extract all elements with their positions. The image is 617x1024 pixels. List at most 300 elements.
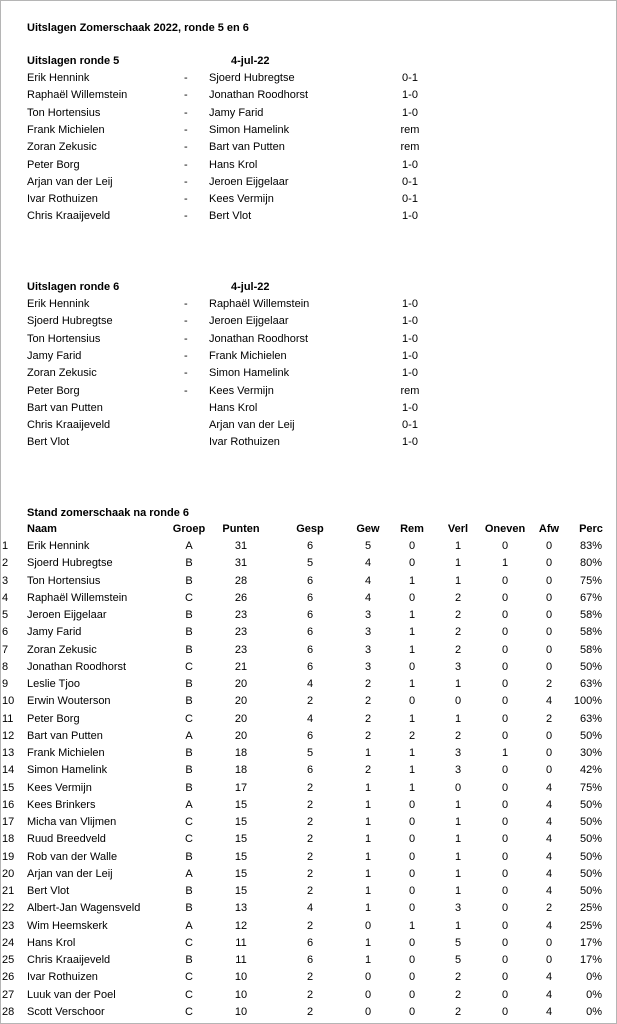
game-result: 1-0 — [402, 436, 418, 449]
player-name: Simon Hamelink — [27, 764, 108, 777]
game-result: 1-0 — [402, 367, 418, 380]
col-header-naam: Naam — [27, 523, 57, 535]
group: A — [185, 540, 193, 552]
losses: 0 — [454, 695, 462, 708]
group: B — [185, 781, 193, 794]
points: 31 — [234, 557, 248, 570]
separator: - — [184, 123, 188, 136]
col-header-afw: Afw — [538, 523, 560, 535]
rank: 14 — [2, 764, 15, 777]
table-row — [0, 866, 617, 883]
standings-heading: Stand zomerschaak na ronde 6 — [27, 507, 189, 519]
group: C — [185, 936, 193, 949]
percentage: 50% — [579, 850, 602, 863]
odd-byes: 0 — [501, 695, 509, 708]
games-played: 2 — [306, 850, 314, 863]
losses: 1 — [454, 833, 462, 846]
games-played: 5 — [306, 747, 314, 759]
table-row — [0, 711, 617, 728]
group: B — [185, 678, 193, 690]
rank: 12 — [2, 729, 15, 742]
draws: 1 — [408, 747, 416, 759]
group: B — [185, 885, 193, 897]
absent: 0 — [545, 954, 553, 966]
draws: 1 — [408, 626, 416, 639]
rank: 28 — [2, 1005, 15, 1018]
absent: 4 — [545, 798, 553, 811]
absent: 4 — [545, 867, 553, 880]
white-player: Chris Kraaijeveld — [27, 419, 111, 432]
group: B — [185, 643, 193, 656]
wins: 1 — [364, 902, 372, 915]
player-name: Ruud Breedveld — [27, 833, 106, 846]
player-name: Luuk van der Poel — [27, 988, 116, 1001]
wins: 2 — [364, 764, 372, 777]
losses: 2 — [454, 729, 462, 742]
draws: 0 — [408, 850, 416, 863]
percentage: 83% — [579, 540, 602, 552]
points: 10 — [234, 971, 248, 984]
absent: 0 — [545, 643, 553, 656]
draws: 0 — [408, 954, 416, 966]
draws: 0 — [408, 591, 416, 604]
round6-date: 4-jul-22 — [231, 281, 270, 293]
losses: 2 — [454, 988, 462, 1001]
losses: 1 — [454, 867, 462, 880]
points: 17 — [234, 781, 248, 794]
col-header-groep: Groep — [172, 523, 206, 535]
draws: 0 — [408, 867, 416, 880]
absent: 4 — [545, 1005, 553, 1018]
losses: 3 — [454, 660, 462, 673]
group: B — [185, 850, 193, 863]
black-player: Simon Hamelink — [209, 123, 290, 136]
col-header-punten: Punten — [222, 523, 260, 535]
wins: 2 — [364, 695, 372, 708]
wins: 4 — [364, 557, 372, 570]
group: B — [185, 626, 193, 639]
points: 10 — [234, 988, 248, 1001]
percentage: 67% — [579, 591, 602, 604]
games-played: 5 — [306, 557, 314, 570]
odd-byes: 0 — [501, 816, 509, 828]
game-row — [0, 208, 617, 225]
losses: 3 — [454, 902, 462, 915]
white-player: Ivar Rothuizen — [27, 193, 98, 206]
wins: 5 — [364, 540, 372, 552]
wins: 1 — [364, 954, 372, 966]
separator: - — [184, 367, 188, 380]
group: C — [185, 591, 193, 604]
points: 11 — [235, 954, 247, 966]
percentage: 0% — [586, 971, 602, 984]
separator: - — [184, 175, 188, 188]
absent: 2 — [545, 678, 553, 690]
separator: - — [184, 298, 188, 310]
separator: - — [184, 158, 188, 171]
game-result: 0-1 — [402, 72, 418, 84]
table-row — [0, 538, 617, 555]
player-name: Jamy Farid — [27, 626, 82, 639]
white-player: Peter Borg — [27, 384, 80, 397]
rank: 9 — [2, 678, 9, 690]
group: A — [185, 798, 193, 811]
table-row — [0, 728, 617, 745]
points: 28 — [234, 574, 248, 587]
percentage: 50% — [579, 816, 602, 828]
separator: - — [184, 332, 188, 345]
rank: 2 — [2, 557, 9, 570]
group: B — [185, 557, 193, 570]
absent: 4 — [545, 695, 553, 708]
group: B — [185, 764, 193, 777]
absent: 0 — [545, 764, 553, 777]
odd-byes: 0 — [501, 902, 509, 915]
white-player: Arjan van der Leij — [27, 175, 113, 188]
player-name: Sjoerd Hubregtse — [27, 557, 113, 570]
table-row — [0, 590, 617, 607]
odd-byes: 0 — [501, 626, 509, 639]
points: 15 — [234, 885, 248, 897]
wins: 1 — [364, 885, 372, 897]
odd-byes: 0 — [501, 764, 509, 777]
game-result: 1-0 — [402, 210, 418, 223]
losses: 5 — [454, 936, 462, 949]
separator: - — [184, 384, 188, 397]
col-header-verl: Verl — [447, 523, 469, 535]
losses: 5 — [454, 954, 462, 966]
black-player: Hans Krol — [209, 158, 258, 171]
player-name: Kees Brinkers — [27, 798, 96, 811]
losses: 1 — [454, 712, 462, 725]
table-row — [0, 797, 617, 814]
round5-heading: Uitslagen ronde 5 — [27, 55, 120, 67]
odd-byes: 0 — [501, 660, 509, 673]
points: 15 — [234, 850, 248, 863]
games-played: 6 — [306, 764, 314, 777]
wins: 3 — [364, 626, 372, 639]
separator: - — [184, 315, 188, 328]
round6-heading: Uitslagen ronde 6 — [27, 281, 120, 293]
col-header-rem: Rem — [400, 523, 424, 535]
draws: 1 — [408, 643, 416, 656]
odd-byes: 0 — [501, 591, 509, 604]
draws: 0 — [408, 885, 416, 897]
absent: 0 — [545, 591, 553, 604]
game-result: 1-0 — [402, 332, 418, 345]
rank: 19 — [2, 850, 15, 863]
wins: 0 — [364, 971, 372, 984]
absent: 4 — [545, 988, 553, 1001]
table-row — [0, 762, 617, 779]
wins: 2 — [364, 729, 372, 742]
table-row — [0, 814, 617, 831]
losses: 0 — [454, 781, 462, 794]
group: C — [185, 816, 193, 828]
standings-header-row — [0, 521, 617, 538]
wins: 2 — [364, 678, 372, 690]
group: A — [185, 919, 193, 932]
player-name: Erik Hennink — [27, 540, 90, 552]
white-player: Bart van Putten — [27, 401, 103, 414]
group: B — [185, 747, 193, 759]
player-name: Bart van Putten — [27, 729, 103, 742]
odd-byes: 0 — [501, 540, 509, 552]
absent: 4 — [545, 885, 553, 897]
absent: 0 — [545, 557, 553, 570]
draws: 0 — [408, 971, 416, 984]
game-result: 0-1 — [402, 419, 418, 432]
percentage: 0% — [586, 988, 602, 1001]
absent: 4 — [545, 833, 553, 846]
losses: 1 — [454, 816, 462, 828]
percentage: 58% — [579, 626, 602, 639]
losses: 1 — [454, 574, 462, 587]
game-row — [0, 70, 617, 87]
odd-byes: 1 — [501, 557, 509, 570]
losses: 2 — [454, 609, 462, 621]
odd-byes: 0 — [501, 712, 509, 725]
black-player: Bart van Putten — [209, 141, 285, 154]
points: 31 — [234, 540, 248, 552]
game-row — [0, 331, 617, 348]
player-name: Scott Verschoor — [27, 1005, 105, 1018]
draws: 1 — [408, 919, 416, 932]
draws: 1 — [408, 781, 416, 794]
percentage: 80% — [579, 557, 602, 570]
player-name: Arjan van der Leij — [27, 867, 113, 880]
odd-byes: 0 — [501, 643, 509, 656]
white-player: Sjoerd Hubregtse — [27, 315, 113, 328]
group: C — [185, 833, 193, 846]
game-result: 0-1 — [402, 175, 418, 188]
odd-byes: 0 — [501, 885, 509, 897]
wins: 3 — [364, 609, 372, 621]
col-header-oneven: Oneven — [484, 523, 526, 535]
game-result: 1-0 — [402, 89, 418, 102]
losses: 1 — [454, 919, 462, 932]
games-played: 2 — [306, 971, 314, 984]
game-row — [0, 139, 617, 156]
wins: 1 — [364, 833, 372, 846]
black-player: Ivar Rothuizen — [209, 436, 280, 449]
wins: 1 — [364, 850, 372, 863]
rank: 18 — [2, 833, 15, 846]
separator: - — [184, 349, 188, 362]
percentage: 17% — [579, 954, 602, 966]
percentage: 50% — [579, 833, 602, 846]
group: C — [185, 712, 193, 725]
losses: 1 — [454, 678, 462, 690]
table-row — [0, 573, 617, 590]
draws: 0 — [408, 833, 416, 846]
game-row — [0, 296, 617, 313]
group: B — [185, 954, 193, 966]
group: B — [185, 902, 193, 915]
games-played: 6 — [306, 540, 314, 552]
odd-byes: 0 — [501, 919, 509, 932]
game-result: 1-0 — [402, 315, 418, 328]
absent: 0 — [545, 609, 553, 621]
absent: 4 — [545, 919, 553, 932]
game-row — [0, 191, 617, 208]
games-played: 2 — [306, 695, 314, 708]
games-played: 6 — [306, 660, 314, 673]
wins: 1 — [364, 816, 372, 828]
black-player: Kees Vermijn — [209, 384, 274, 397]
percentage: 63% — [579, 678, 602, 690]
game-row — [0, 348, 617, 365]
games-played: 2 — [306, 781, 314, 794]
odd-byes: 0 — [501, 850, 509, 863]
black-player: Frank Michielen — [209, 349, 287, 362]
odd-byes: 0 — [501, 833, 509, 846]
points: 20 — [234, 695, 248, 708]
black-player: Jonathan Roodhorst — [209, 89, 309, 102]
table-row — [0, 831, 617, 848]
white-player: Erik Hennink — [27, 72, 90, 84]
table-row — [0, 969, 617, 986]
points: 23 — [234, 626, 248, 639]
black-player: Jamy Farid — [209, 106, 264, 119]
table-row — [0, 935, 617, 952]
games-played: 6 — [306, 574, 314, 587]
group: C — [185, 1005, 193, 1018]
absent: 0 — [545, 574, 553, 587]
separator: - — [184, 210, 188, 223]
games-played: 6 — [306, 936, 314, 949]
points: 15 — [234, 798, 248, 811]
game-row — [0, 313, 617, 330]
player-name: Peter Borg — [27, 712, 80, 725]
draws: 0 — [408, 798, 416, 811]
percentage: 30% — [579, 747, 602, 759]
black-player: Simon Hamelink — [209, 367, 290, 380]
player-name: Erwin Wouterson — [27, 695, 111, 708]
player-name: Albert-Jan Wagensveld — [27, 902, 141, 915]
rank: 4 — [2, 591, 9, 604]
games-played: 4 — [306, 902, 314, 915]
black-player: Raphaël Willemstein — [209, 298, 310, 310]
losses: 2 — [454, 971, 462, 984]
rank: 1 — [2, 540, 9, 552]
rank: 20 — [2, 867, 15, 880]
player-name: Ton Hortensius — [27, 574, 101, 587]
points: 12 — [234, 919, 248, 932]
player-name: Bert Vlot — [27, 885, 70, 897]
table-row — [0, 987, 617, 1004]
group: A — [185, 867, 193, 880]
table-row — [0, 555, 617, 572]
losses: 2 — [454, 643, 462, 656]
points: 23 — [234, 643, 248, 656]
white-player: Erik Hennink — [27, 298, 90, 310]
white-player: Zoran Zekusic — [27, 141, 97, 154]
percentage: 25% — [579, 902, 602, 915]
odd-byes: 0 — [501, 781, 509, 794]
game-row — [0, 365, 617, 382]
game-row — [0, 157, 617, 174]
odd-byes: 0 — [501, 678, 509, 690]
game-result: 0-1 — [402, 193, 418, 206]
wins: 1 — [364, 867, 372, 880]
game-row — [0, 122, 617, 139]
group: A — [185, 729, 193, 742]
absent: 0 — [545, 660, 553, 673]
losses: 1 — [454, 885, 462, 897]
points: 26 — [234, 591, 248, 604]
odd-byes: 0 — [501, 1005, 509, 1018]
table-row — [0, 918, 617, 935]
game-result: rem — [400, 141, 420, 154]
black-player: Hans Krol — [209, 401, 258, 414]
percentage: 100% — [573, 695, 602, 708]
table-row — [0, 676, 617, 693]
black-player: Jeroen Eijgelaar — [209, 175, 289, 188]
white-player: Frank Michielen — [27, 123, 105, 136]
games-played: 6 — [306, 626, 314, 639]
table-row — [0, 883, 617, 900]
losses: 1 — [454, 557, 462, 570]
absent: 2 — [545, 902, 553, 915]
separator: - — [184, 106, 188, 119]
game-row — [0, 400, 617, 417]
white-player: Bert Vlot — [27, 436, 70, 449]
odd-byes: 0 — [501, 971, 509, 984]
points: 13 — [234, 902, 248, 915]
points: 20 — [234, 678, 248, 690]
group: C — [185, 971, 193, 984]
draws: 1 — [408, 712, 416, 725]
wins: 1 — [364, 747, 372, 759]
games-played: 2 — [306, 919, 314, 932]
separator: - — [184, 193, 188, 206]
game-result: 1-0 — [402, 349, 418, 362]
game-result: 1-0 — [402, 401, 418, 414]
wins: 3 — [364, 660, 372, 673]
percentage: 58% — [579, 643, 602, 656]
draws: 0 — [408, 988, 416, 1001]
draws: 0 — [408, 660, 416, 673]
table-row — [0, 659, 617, 676]
draws: 1 — [408, 574, 416, 587]
games-played: 2 — [306, 1005, 314, 1018]
rank: 23 — [2, 919, 15, 932]
losses: 3 — [454, 764, 462, 777]
game-result: 1-0 — [402, 106, 418, 119]
page-title: Uitslagen Zomerschaak 2022, ronde 5 en 6 — [27, 22, 249, 34]
wins: 1 — [364, 798, 372, 811]
percentage: 58% — [579, 609, 602, 621]
game-result: 1-0 — [402, 298, 418, 310]
draws: 0 — [408, 902, 416, 915]
rank: 10 — [2, 695, 15, 708]
group: B — [185, 609, 193, 621]
absent: 0 — [545, 540, 553, 552]
wins: 0 — [364, 919, 372, 932]
rank: 22 — [2, 902, 15, 915]
separator: - — [184, 89, 188, 102]
wins: 1 — [364, 781, 372, 794]
group: B — [185, 695, 193, 708]
percentage: 50% — [579, 885, 602, 897]
percentage: 50% — [579, 660, 602, 673]
percentage: 25% — [579, 919, 602, 932]
absent: 0 — [545, 747, 553, 759]
game-row — [0, 434, 617, 451]
group: C — [185, 660, 193, 673]
points: 15 — [234, 833, 248, 846]
